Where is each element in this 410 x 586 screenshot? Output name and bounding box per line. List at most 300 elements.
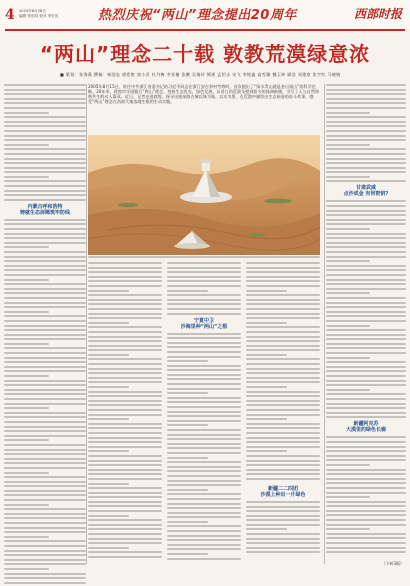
- text-line: [167, 424, 208, 426]
- subhead-left: 内蒙古呼和浩特 铸就生态屏障筑牢防线: [19, 203, 70, 216]
- text-line: [246, 322, 287, 324]
- text-line: [246, 432, 320, 434]
- text-line: [4, 148, 86, 150]
- text-line: [88, 469, 162, 471]
- text-line: [326, 514, 406, 516]
- text-line: [326, 214, 406, 216]
- text-line: [88, 322, 129, 324]
- text-line: [4, 144, 49, 146]
- text-line: [88, 510, 162, 512]
- issue-date: 2025年8月28日: [19, 9, 46, 13]
- text-line: [246, 418, 287, 420]
- page-number: 4: [5, 7, 15, 23]
- text-line: [246, 336, 320, 338]
- masthead-logo: 西部时报: [353, 7, 402, 21]
- text-line: [4, 283, 86, 285]
- text-line: [246, 506, 320, 508]
- text-line: [88, 496, 162, 498]
- text-line: [326, 352, 406, 354]
- text-line: [326, 112, 370, 114]
- mid-column-3: [246, 262, 320, 556]
- text-line: [167, 271, 241, 273]
- right-article-column: [326, 84, 406, 556]
- text-line: [326, 84, 406, 86]
- text-line: [4, 352, 86, 354]
- text-line: [246, 331, 320, 333]
- text-line: [4, 550, 86, 552]
- text-line: [167, 544, 241, 546]
- text-line: [4, 458, 86, 460]
- text-line: [167, 383, 241, 385]
- text-line: [4, 185, 86, 187]
- text-line: [88, 423, 162, 425]
- text-line: [88, 317, 162, 319]
- text-line: [167, 369, 241, 371]
- text-line: [88, 460, 162, 462]
- text-line: [88, 446, 162, 448]
- text-line: [326, 139, 406, 141]
- text-line: [88, 505, 162, 507]
- text-line: [4, 167, 86, 169]
- text-line: [4, 325, 86, 327]
- text-line: [88, 381, 162, 383]
- text-line: [167, 452, 241, 454]
- text-line: [4, 513, 86, 515]
- text-line: [88, 551, 162, 553]
- text-line: [88, 533, 162, 535]
- text-line: [326, 288, 406, 290]
- text-line: [326, 446, 406, 448]
- text-line: [246, 340, 320, 342]
- text-line: [246, 533, 320, 535]
- text-line: [88, 473, 162, 475]
- text-line: [88, 391, 162, 393]
- text-line: [167, 365, 241, 367]
- text-line: [4, 237, 86, 239]
- text-line: [167, 438, 241, 440]
- issue-meta: [19, 9, 58, 18]
- text-line: [88, 487, 162, 489]
- text-line: [4, 504, 49, 506]
- text-line: [4, 531, 86, 533]
- text-line: [4, 265, 86, 267]
- text-line: [246, 395, 320, 397]
- text-line: [326, 171, 406, 173]
- text-line: [326, 393, 406, 395]
- text-line: [4, 398, 86, 400]
- text-line: [4, 508, 86, 510]
- text-line: [167, 397, 241, 399]
- text-line: [246, 538, 320, 540]
- text-line: [326, 167, 406, 169]
- text-line: [167, 406, 241, 408]
- text-line: [167, 401, 241, 403]
- text-line: [246, 464, 320, 466]
- text-line: [167, 378, 241, 380]
- text-line: [88, 340, 162, 342]
- text-line: [4, 472, 49, 474]
- text-line: [4, 223, 86, 225]
- text-line: [88, 524, 162, 526]
- text-line: [246, 391, 320, 393]
- text-line: [326, 93, 406, 95]
- text-line: [326, 389, 370, 391]
- text-line: [4, 462, 86, 464]
- text-line: [167, 374, 241, 376]
- text-line: [326, 223, 406, 225]
- text-line: [4, 288, 86, 290]
- text-line: [326, 450, 406, 452]
- photo-caption: [88, 256, 320, 259]
- text-line: [4, 292, 86, 294]
- text-line: [326, 542, 406, 544]
- text-line: [326, 228, 370, 230]
- text-line: [326, 121, 406, 123]
- text-line: [246, 446, 320, 448]
- text-line: [246, 317, 320, 319]
- text-line: [88, 299, 162, 301]
- text-line: [326, 524, 406, 526]
- text-line: [167, 360, 208, 362]
- text-line: [326, 246, 406, 248]
- text-line: [246, 469, 320, 471]
- text-line: [88, 308, 162, 310]
- text-line: [167, 285, 241, 287]
- text-line: [326, 412, 406, 414]
- text-line: [88, 528, 162, 530]
- text-line: [88, 349, 162, 351]
- text-line: [4, 490, 86, 492]
- text-line: [326, 274, 406, 276]
- text-line: [326, 219, 406, 221]
- text-line: [4, 439, 49, 441]
- text-line: [4, 125, 86, 127]
- text-line: [246, 377, 320, 379]
- text-line: [167, 415, 241, 417]
- text-line: [326, 492, 406, 494]
- text-line: [167, 516, 241, 518]
- text-line: [88, 492, 162, 494]
- text-line: [4, 121, 86, 123]
- text-line: [4, 563, 86, 565]
- text-line: [4, 260, 86, 262]
- text-line: [326, 256, 406, 258]
- text-line: [246, 542, 320, 544]
- text-line: [326, 407, 406, 409]
- text-line: [246, 345, 320, 347]
- text-line: [326, 366, 406, 368]
- text-line: [4, 421, 86, 423]
- text-line: [246, 363, 320, 365]
- text-line: [4, 527, 86, 529]
- text-line: [4, 343, 49, 345]
- text-line: [167, 443, 241, 445]
- text-line: [4, 171, 86, 173]
- text-line: [4, 311, 49, 313]
- text-line: [4, 274, 86, 276]
- text-line: [326, 343, 406, 345]
- text-line: [88, 404, 162, 406]
- text-line: [326, 436, 406, 438]
- text-line: [4, 430, 86, 432]
- issue-editors: 编辑 张东明 校对 李宏亮: [19, 13, 59, 18]
- text-line: [4, 389, 86, 391]
- text-line: [246, 455, 320, 457]
- text-line: [88, 262, 162, 264]
- text-line: [4, 380, 86, 382]
- section-title: 热烈庆祝“两山”理念提出20周年: [98, 8, 297, 23]
- text-line: [88, 538, 162, 540]
- text-line: [167, 392, 208, 394]
- text-line: [88, 303, 162, 305]
- text-line: [167, 333, 241, 335]
- text-line: [326, 533, 406, 535]
- text-line: [4, 219, 86, 221]
- text-line: [326, 89, 406, 91]
- body-text-block: [4, 219, 86, 584]
- continued-note: （下转3版）: [381, 561, 404, 566]
- text-line: [4, 269, 86, 271]
- text-line: [88, 519, 162, 521]
- text-line: [88, 515, 129, 517]
- text-line: [167, 493, 241, 495]
- text-line: [246, 368, 320, 370]
- text-line: [246, 271, 320, 273]
- text-line: [167, 512, 241, 514]
- text-line: [88, 432, 162, 434]
- text-line: [88, 547, 129, 549]
- text-line: [326, 315, 406, 317]
- text-line: [246, 280, 320, 282]
- text-line: [326, 107, 406, 109]
- text-line: [326, 130, 406, 132]
- mid-column-2: [167, 262, 241, 562]
- text-line: [88, 501, 162, 503]
- text-line: [326, 180, 406, 182]
- text-line: [4, 279, 49, 281]
- text-line: [167, 548, 241, 550]
- text-line: [326, 441, 406, 443]
- text-line: [4, 435, 86, 437]
- text-line: [167, 507, 241, 509]
- text-line: [4, 98, 86, 100]
- text-line: [246, 349, 320, 351]
- credits-line: ■ 策划：张海燕 撰稿：杨国忠 唐希艳 郭小武 杜丹梅 李亚楠 张鹏 吴倩玲 熊瑶 孟绍永 宋飞 李悦鑫 高雪璐 魏玉坤 顾浩 刘建豪 张宇红 马晓晓: [60, 72, 341, 77]
- text-line: [4, 366, 86, 368]
- text-line: [326, 469, 406, 471]
- text-line: [246, 414, 320, 416]
- text-line: [167, 461, 241, 463]
- text-line: [326, 205, 406, 207]
- text-line: [88, 267, 162, 269]
- text-line: [4, 190, 86, 192]
- text-line: [326, 361, 406, 363]
- main-headline: “两山”理念二十载 敦教荒漠绿意浓: [39, 42, 371, 66]
- text-line: [326, 302, 406, 304]
- text-line: [167, 539, 241, 541]
- text-line: [326, 478, 406, 480]
- lead-paragraph: [88, 84, 320, 104]
- text-line: [246, 551, 320, 553]
- text-line: [4, 256, 86, 258]
- text-line: [246, 501, 320, 503]
- text-line: [4, 545, 86, 547]
- text-line: [4, 102, 86, 104]
- text-line: [4, 180, 86, 182]
- text-line: [326, 269, 406, 271]
- text-line: [167, 484, 241, 486]
- text-line: [326, 537, 406, 539]
- text-line: [4, 251, 86, 253]
- text-line: [88, 271, 162, 273]
- text-line: [246, 262, 320, 264]
- desert-photo: [88, 135, 320, 255]
- text-line: [4, 375, 49, 377]
- text-line: [326, 320, 406, 322]
- header-rule: [5, 29, 405, 31]
- text-line: [246, 473, 320, 475]
- text-line: [326, 380, 406, 382]
- text-line: [167, 489, 208, 491]
- left-article-column: [4, 84, 86, 586]
- column-divider: [324, 84, 325, 564]
- text-line: [326, 501, 406, 503]
- text-line: [326, 237, 406, 239]
- text-line: [4, 135, 86, 137]
- text-line: [246, 303, 320, 305]
- text-line: [326, 403, 406, 405]
- text-line: [4, 107, 86, 109]
- text-line: [88, 331, 162, 333]
- text-line: [4, 315, 86, 317]
- text-line: [246, 372, 320, 374]
- text-line: [4, 536, 49, 538]
- subhead-right-1: 甘肃武威 点沙成金 有何密钥?: [343, 185, 389, 198]
- text-line: [246, 381, 320, 383]
- text-line: [4, 384, 86, 386]
- text-line: [167, 420, 241, 422]
- column-divider: [86, 84, 87, 564]
- text-line: [4, 522, 86, 524]
- text-line: [88, 414, 162, 416]
- text-line: [167, 356, 241, 358]
- text-line: [4, 233, 86, 235]
- text-line: [4, 577, 86, 579]
- text-line: [246, 450, 287, 452]
- text-line: [326, 98, 406, 100]
- text-line: [4, 582, 86, 584]
- text-line: [326, 153, 406, 155]
- text-line: [326, 547, 406, 549]
- text-line: [326, 135, 406, 137]
- text-line: [4, 481, 86, 483]
- text-line: [4, 194, 86, 196]
- text-line: [326, 265, 406, 267]
- text-line: [88, 363, 162, 365]
- text-line: [167, 351, 241, 353]
- text-line: [167, 457, 208, 459]
- text-line: [246, 460, 320, 462]
- text-line: [246, 294, 320, 296]
- text-line: [4, 228, 86, 230]
- text-line: [326, 144, 370, 146]
- text-line: [88, 386, 129, 388]
- text-line: [167, 530, 241, 532]
- text-line: [326, 148, 406, 150]
- text-line: [88, 368, 162, 370]
- text-line: [246, 423, 320, 425]
- text-line: [246, 519, 320, 521]
- text-line: [88, 377, 162, 379]
- text-line: [4, 139, 86, 141]
- text-line: [4, 334, 86, 336]
- text-line: [88, 326, 162, 328]
- text-line: [167, 313, 241, 315]
- text-line: [88, 478, 162, 480]
- text-line: [167, 294, 241, 296]
- text-line: [88, 556, 162, 558]
- text-line: [326, 455, 406, 457]
- text-line: [4, 517, 86, 519]
- text-line: [4, 444, 86, 446]
- text-line: [88, 464, 162, 466]
- text-line: [246, 400, 320, 402]
- text-line: [167, 466, 241, 468]
- text-line: [88, 418, 129, 420]
- text-line: [326, 398, 406, 400]
- text-line: [246, 437, 320, 439]
- text-line: [4, 416, 86, 418]
- text-line: [246, 441, 320, 443]
- subhead-mid: 宁夏中卫 沙海里种“两山”之根: [180, 317, 228, 330]
- text-line: [326, 338, 406, 340]
- text-line: [167, 480, 241, 482]
- text-line: [88, 280, 162, 282]
- text-line: [326, 464, 370, 466]
- text-line: [167, 525, 241, 527]
- text-line: [167, 346, 241, 348]
- text-line: [326, 505, 406, 507]
- text-line: [167, 535, 241, 537]
- text-line: [4, 467, 86, 469]
- text-line: [4, 302, 86, 304]
- text-line: [4, 320, 86, 322]
- text-line: [246, 528, 287, 530]
- text-line: [4, 426, 86, 428]
- text-line: [4, 176, 49, 178]
- text-line: [167, 553, 208, 555]
- text-line: [4, 199, 86, 201]
- text-line: [4, 338, 86, 340]
- text-line: [326, 334, 406, 336]
- text-line: [326, 306, 406, 308]
- text-line: [4, 412, 86, 414]
- text-line: [326, 242, 406, 244]
- text-line: [4, 485, 86, 487]
- text-line: [4, 568, 49, 570]
- text-line: [326, 519, 406, 521]
- text-line: [167, 290, 208, 292]
- text-line: [246, 404, 320, 406]
- text-line: [326, 279, 406, 281]
- text-line: [246, 427, 320, 429]
- text-line: [246, 308, 320, 310]
- page-header: [0, 0, 410, 30]
- text-line: [167, 337, 241, 339]
- text-line: [88, 409, 162, 411]
- text-line: [326, 551, 406, 553]
- text-line: [326, 496, 370, 498]
